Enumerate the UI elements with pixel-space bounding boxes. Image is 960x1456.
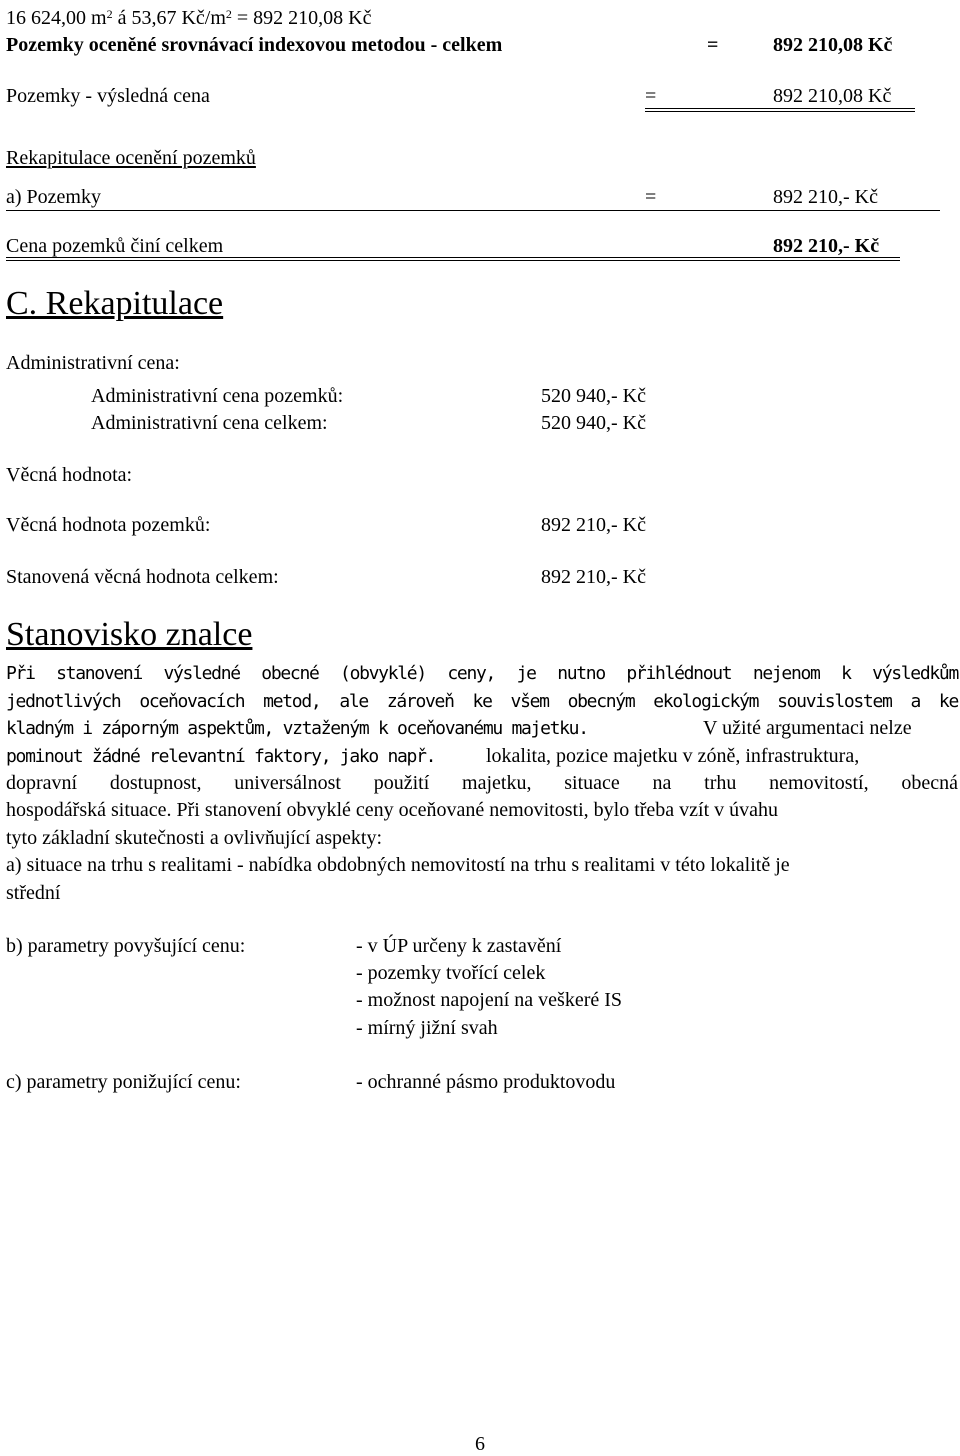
real-value-land-label: Věcná hodnota pozemků:	[6, 514, 211, 536]
calc-exp2: 2	[225, 7, 232, 21]
recap-total-value: 892 210,- Kč	[773, 235, 880, 257]
real-value-land-value: 892 210,- Kč	[541, 514, 646, 536]
index-total-eq: =	[707, 34, 719, 56]
recap-heading: Rekapitulace ocenění pozemků	[6, 147, 256, 169]
area-calculation	[6, 6, 371, 30]
opinion-line: tyto základní skutečnosti a ovlivňující aspekty:	[6, 827, 383, 849]
opinion-title: Stanovisko znalce	[6, 616, 253, 653]
recap-total-label: Cena pozemků činí celkem	[6, 235, 224, 257]
opinion-line: dopravní dostupnost, universálnost použití majetku, situace na trhu nemovitostí, obecná	[6, 772, 958, 794]
opinion-line-part: lokalita, pozice majetku v zóně, infrastruktura,	[486, 745, 860, 767]
calc-rate: á 53,67 Kč/m	[112, 7, 226, 29]
params-down-item: - ochranné pásmo produktovodu	[356, 1071, 616, 1093]
recap-a-label: a) Pozemky	[6, 186, 101, 208]
params-up-item: - možnost napojení na veškeré IS	[356, 989, 623, 1011]
recap-total-underline	[6, 257, 900, 258]
opinion-line: jednotlivých oceňovacích metod, ale zároveň ke všem obecným ekologickým souvislostem a ke	[6, 691, 958, 712]
admin-total-label: Administrativní cena celkem:	[91, 412, 328, 434]
recap-a-eq: =	[645, 186, 657, 208]
params-up-item: - v ÚP určeny k zastavění	[356, 935, 562, 957]
opinion-line-part: kladným i záporným aspektům, vztaženým k oceňovanému majetku.	[6, 718, 588, 739]
final-price-label: Pozemky - výsledná cena	[6, 85, 210, 107]
calc-area: 16 624,00 m	[6, 7, 107, 29]
final-price-value: 892 210,08 Kč	[773, 85, 892, 107]
opinion-line-part: pominout žádné relevantní faktory, jako např.	[6, 746, 436, 767]
real-value-total-label: Stanovená věcná hodnota celkem:	[6, 566, 279, 588]
params-up-label: b) parametry povyšující cenu:	[6, 935, 246, 957]
page-number: 6	[475, 1433, 485, 1455]
admin-land-value: 520 940,- Kč	[541, 385, 646, 407]
admin-heading: Administrativní cena:	[6, 352, 180, 374]
params-down-label: c) parametry ponižující cenu:	[6, 1071, 241, 1093]
opinion-line: střední	[6, 882, 61, 904]
opinion-line: a) situace na trhu s realitami - nabídka obdobných nemovitostí na trhu s realitami v této lokalitě je	[6, 854, 790, 876]
params-up-item: - pozemky tvořící celek	[356, 962, 546, 984]
real-value-heading: Věcná hodnota:	[6, 464, 133, 486]
recap-a-rule	[6, 210, 940, 211]
final-price-underline	[645, 108, 915, 109]
section-c-title: C. Rekapitulace	[6, 285, 224, 322]
opinion-line-part: V užité argumentaci nelze	[703, 717, 912, 739]
admin-total-value: 520 940,- Kč	[541, 412, 646, 434]
index-total-label: Pozemky oceněné srovnávací indexovou metodou - celkem	[6, 34, 503, 56]
recap-a-value: 892 210,- Kč	[773, 186, 878, 208]
calc-result: = 892 210,08 Kč	[231, 7, 372, 29]
calc-exp1: 2	[106, 7, 113, 21]
real-value-total-value: 892 210,- Kč	[541, 566, 646, 588]
final-price-eq: =	[645, 85, 657, 107]
index-total-value: 892 210,08 Kč	[773, 34, 893, 56]
params-up-item: - mírný jižní svah	[356, 1017, 498, 1039]
recap-total-underline-2	[6, 260, 900, 261]
opinion-line-mixed	[6, 743, 958, 770]
opinion-line: Při stanovení výsledné obecné (obvyklé) ceny, je nutno přihlédnout nejenom k výsledkům	[6, 663, 958, 684]
final-price-underline-2	[645, 111, 915, 112]
opinion-line-mixed	[6, 715, 958, 742]
admin-land-label: Administrativní cena pozemků:	[91, 385, 344, 407]
opinion-line: hospodářská situace. Při stanovení obvyklé ceny oceňované nemovitosti, bylo třeba vzít v úvahu	[6, 799, 779, 821]
